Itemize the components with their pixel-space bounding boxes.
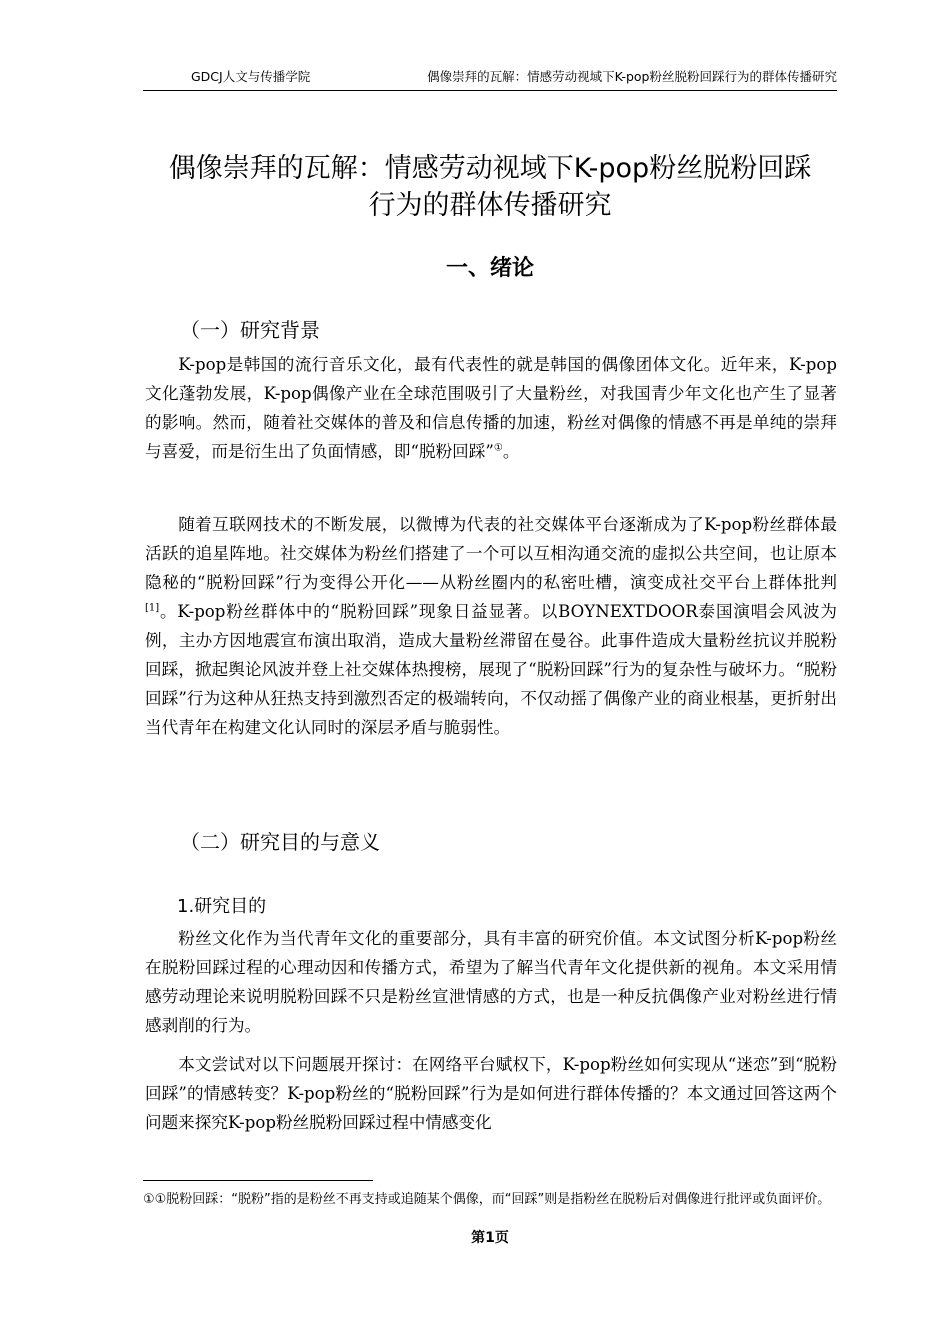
paragraph-purpose-1: 粉丝文化作为当代青年文化的重要部分，具有丰富的研究价值。本文试图分析K-pop粉丝在脱粉回踩过程的心理动因和传播方式，希望为了解当代青年文化提供新的视角。本文采用情感劳动理论来说明脱粉回踩不只是粉丝宣泄情感的方式，也是一种反抗偶像产业对粉丝进行情感剥削的行为。 bbox=[145, 929, 837, 1035]
paragraph-purpose-2: 本文尝试对以下问题展开探讨：在网络平台赋权下，K-pop粉丝如何实现从“迷恋”到“脱粉回踩”的情感转变？K-pop粉丝的“脱粉回踩”行为是如何进行群体传播的？本文通过回答这两个问题来探究K-pop粉丝脱粉回踩过程中情感变化 bbox=[145, 1055, 837, 1132]
paragraph-text: K-pop是韩国的流行音乐文化，最有代表性的就是韩国的偶像团体文化。近年来，K-pop文化蓬勃发展，K-pop偶像产业在全球范围吸引了大量粉丝，对我国青少年文化也产生了显著的影响。然而，随着社交媒体的普及和信息传播的加速，粉丝对偶像的情感不再是单纯的崇拜与喜爱，而是衍生出了负面情感，即“脱粉回踩” bbox=[145, 355, 837, 461]
subsection-heading-purpose-significance: （二）研究目的与意义 bbox=[180, 830, 380, 854]
paper-title-line2: 行为的群体传播研究 bbox=[368, 190, 612, 221]
paper-title bbox=[130, 150, 850, 224]
header-running-title: 偶像崇拜的瓦解：情感劳动视域下K-pop粉丝脱粉回踩行为的群体传播研究 bbox=[427, 69, 837, 84]
section-heading-introduction: 一、绪论 bbox=[445, 256, 534, 281]
citation-reference[interactable]: [1] bbox=[145, 602, 160, 614]
paper-title-line1: 偶像崇拜的瓦解：情感劳动视域下K-pop粉丝脱粉回踩 bbox=[168, 153, 812, 184]
running-header bbox=[143, 68, 837, 91]
paragraph-text: 随着互联网技术的不断发展，以微博为代表的社交媒体平台逐渐成为了K-pop粉丝群体最活跃的追星阵地。社交媒体为粉丝们搭建了一个可以互相沟通交流的虚拟公共空间，也让原本隐秘的“脱粉回踩”行为变得公开化——从粉丝圈内的私密吐槽，演变成社交平台上群体批判 bbox=[145, 515, 837, 592]
footnote: ①①脱粉回踩：“脱粉”指的是粉丝不再支持或追随某个偶像，而“回踩”则是指粉丝在脱粉后对偶像进行批评或负面评价。 bbox=[143, 1192, 831, 1207]
paragraph-background-1 bbox=[145, 350, 837, 466]
page-number: 第1页 bbox=[471, 1230, 509, 1246]
subsection-heading-background: （一）研究背景 bbox=[180, 318, 320, 342]
paragraph-text-end: 。 bbox=[502, 442, 520, 461]
subsubsection-heading-purpose: 1.研究目的 bbox=[177, 896, 267, 917]
header-institution: GDCJ人文与传播学院 bbox=[191, 69, 311, 84]
paragraph-background-2 bbox=[145, 510, 837, 742]
footnote-marker[interactable]: ① bbox=[493, 442, 503, 454]
paragraph-text-cont: 。K-pop粉丝群体中的“脱粉回踩”现象日益显著。以BOYNEXTDOOR泰国演唱会风波为例，主办方因地震宣布演出取消，造成大量粉丝滞留在曼谷。此事件造成大量粉丝抗议并脱粉回踩，掀起舆论风波并登上社交媒体热搜榜，展现了“脱粉回踩”行为的复杂性与破坏力。“脱粉回踩”行为这种从狂热支持到激烈否定的极端转向，不仅动摇了偶像产业的商业根基，更折射出当代青年在构建文化认同时的深层矛盾与脆弱性。 bbox=[145, 602, 837, 737]
footnote-divider bbox=[143, 1180, 373, 1181]
